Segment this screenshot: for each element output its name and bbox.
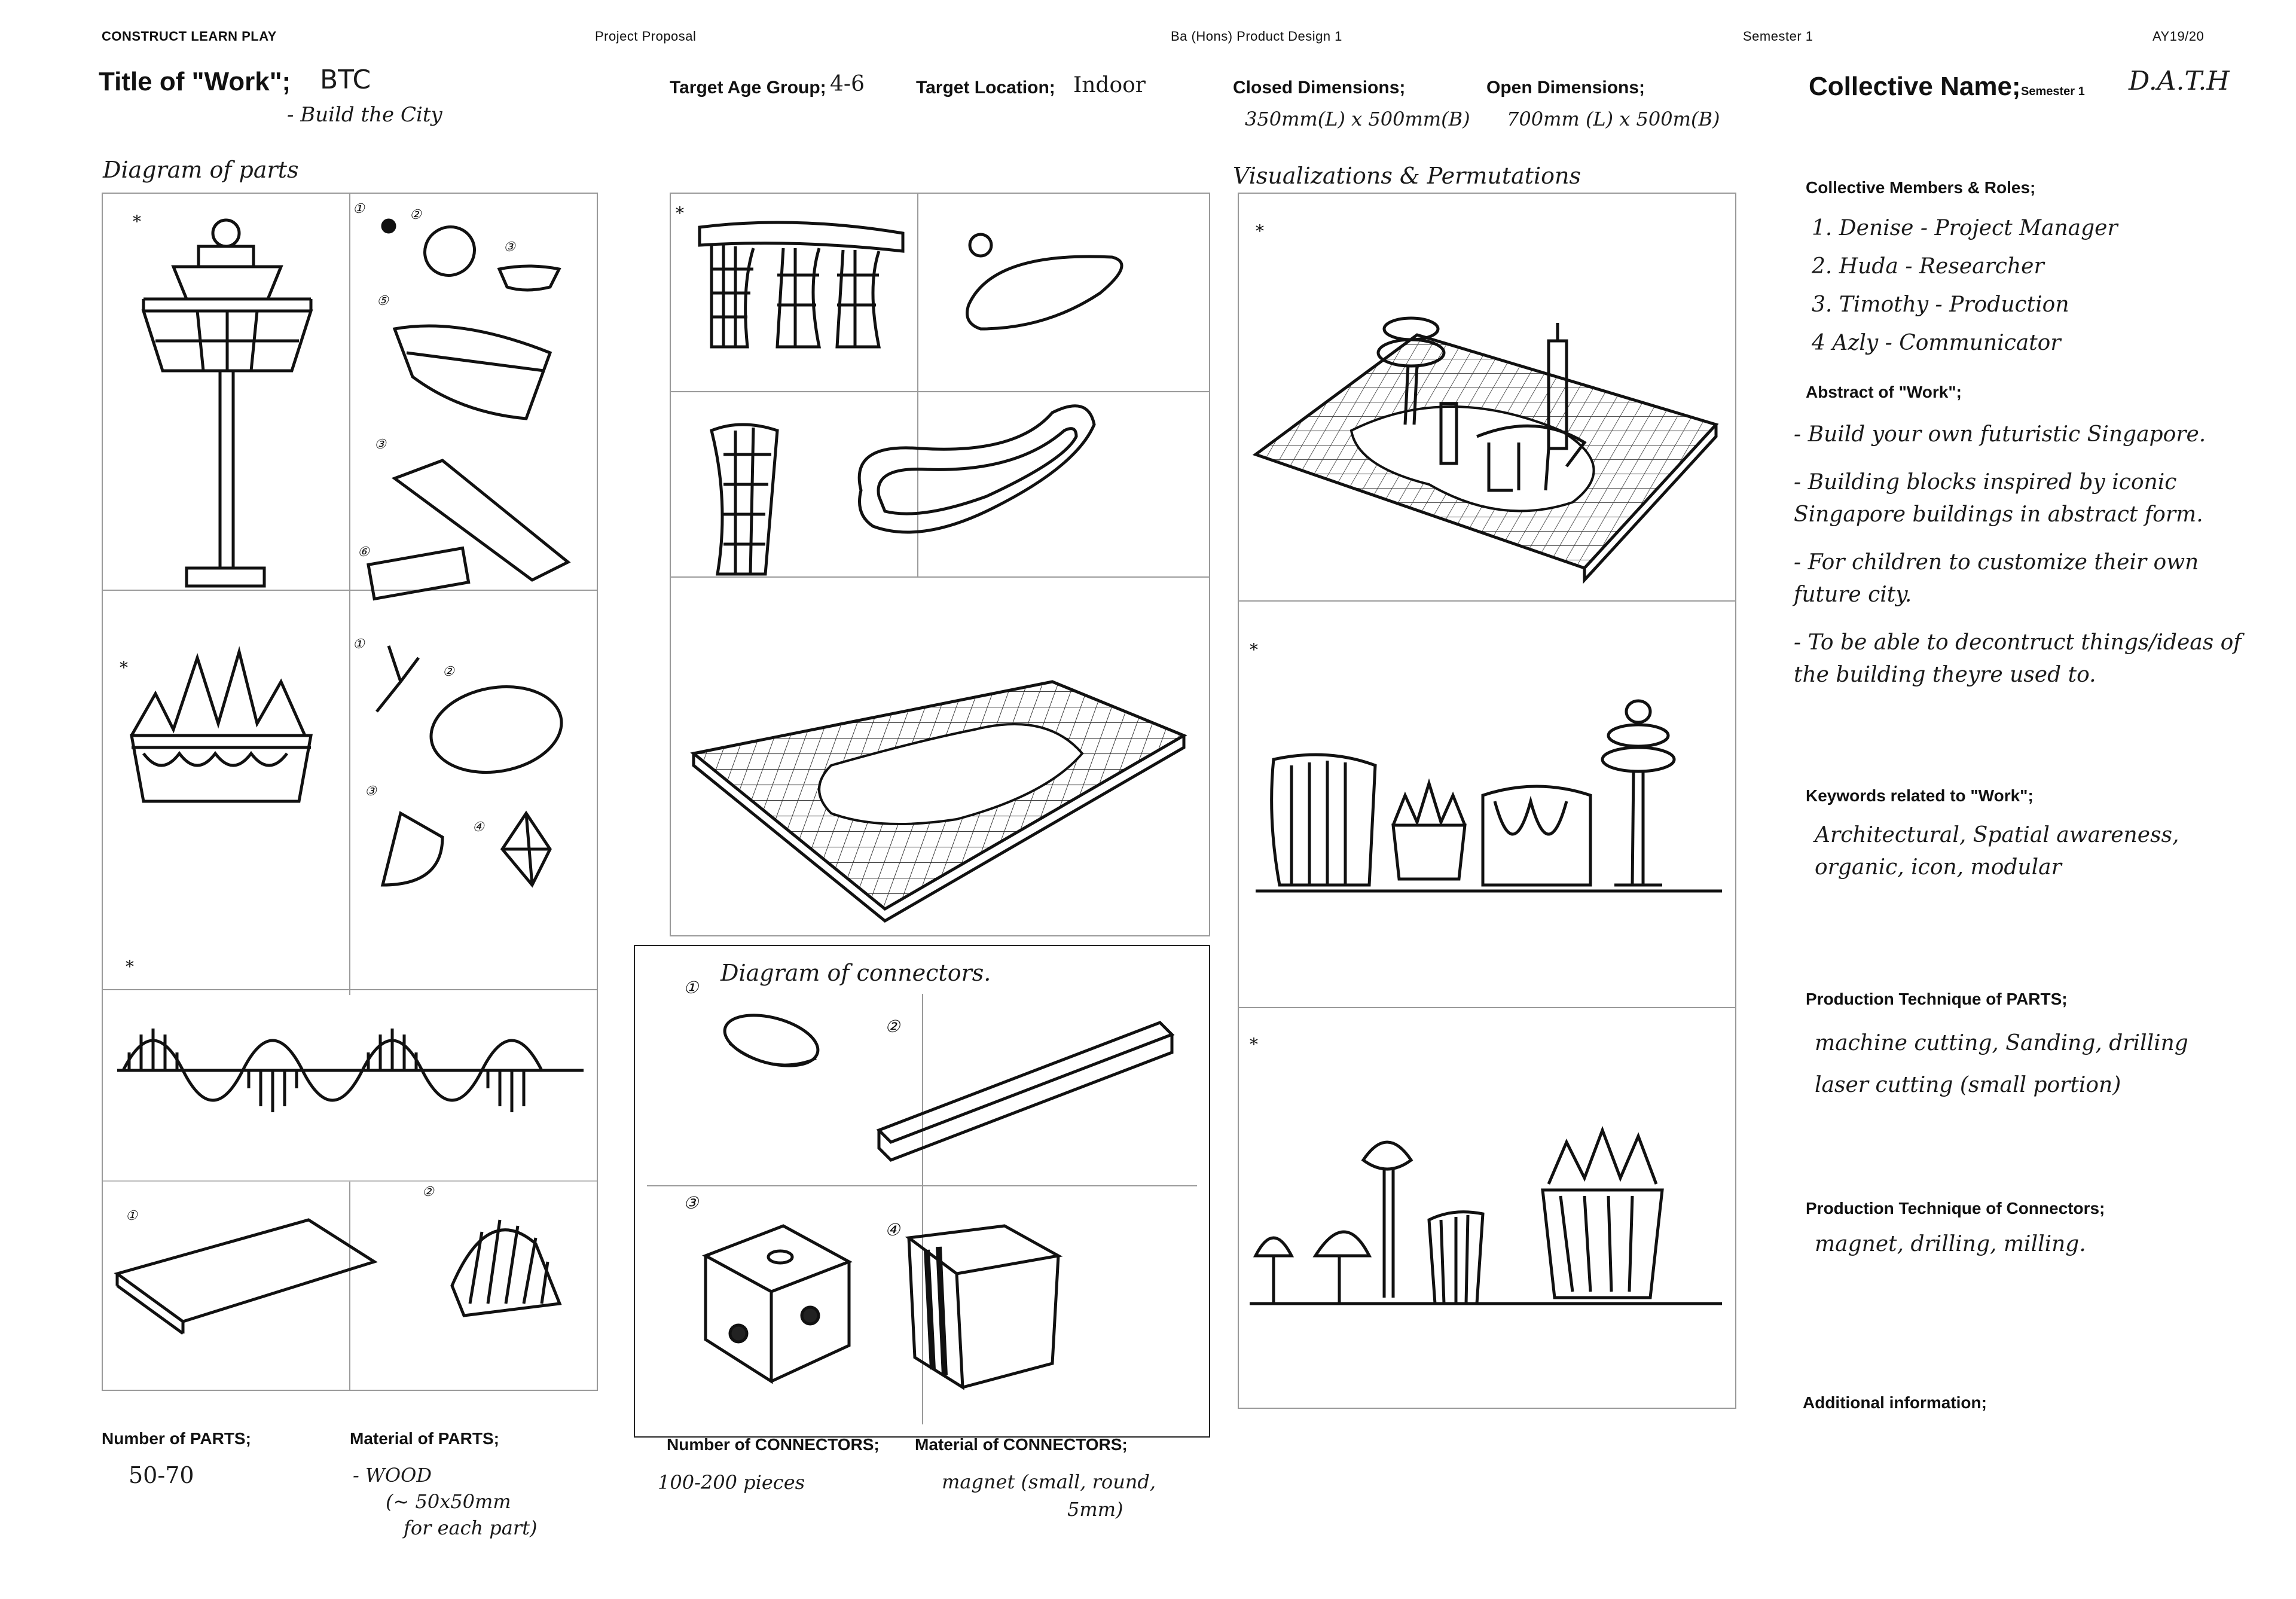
mat-conn-line: magnet (small, round, — [942, 1470, 1156, 1493]
title-subtitle: - Build the City — [287, 103, 442, 127]
mat-conn-label: Material of CONNECTORS; — [915, 1435, 1128, 1454]
title-value: BTC — [320, 65, 371, 95]
magnet-box-icon — [897, 1214, 1076, 1393]
svg-text:⑤: ⑤ — [377, 294, 389, 309]
magnet-disc-icon — [718, 1011, 825, 1082]
mat-parts-line: (~ 50x50mm — [386, 1490, 511, 1513]
header-semester: Semester 1 — [1743, 29, 1813, 44]
prod-parts-item: laser cutting (small portion) — [1815, 1073, 2121, 1097]
header-year: AY19/20 — [2152, 29, 2205, 44]
closed-dim-label: Closed Dimensions; — [1233, 78, 1406, 97]
members-list — [1812, 209, 2118, 362]
prod-conn-label: Production Technique of Connectors; — [1806, 1199, 2105, 1217]
num-parts-label: Number of PARTS; — [102, 1429, 251, 1448]
num-conn-value: 100-200 pieces — [658, 1471, 805, 1494]
lotus-museum-icon — [120, 634, 323, 813]
svg-text:①: ① — [353, 637, 365, 652]
title-label: Title of "Work"; — [99, 67, 291, 96]
tower-pillar-icon — [694, 407, 789, 586]
long-bar-icon — [873, 1011, 1184, 1166]
svg-text:⑥: ⑥ — [358, 545, 370, 560]
abstract-label: Abstract of "Work"; — [1806, 383, 1962, 401]
age-label: Target Age Group; — [670, 78, 826, 97]
ring-loop-icon — [837, 389, 1112, 544]
svg-text:④: ④ — [472, 820, 484, 835]
collective-label: Collective Name; — [1809, 72, 2021, 101]
abstract-item: - Building blocks inspired by iconic Singapore buildings in abstract form. — [1794, 470, 2203, 527]
svg-text:②: ② — [422, 1185, 434, 1200]
svg-text:②: ② — [442, 664, 454, 679]
mat-conn-list — [942, 1468, 1156, 1523]
mat-parts-line: for each part) — [404, 1516, 538, 1539]
mat-conn-line: 5mm) — [1067, 1498, 1123, 1521]
keywords-value: Architectural, Spatial awareness, organic, icon, modular — [1815, 823, 2179, 880]
header-course: Ba (Hons) Product Design 1 — [1171, 29, 1342, 44]
prod-parts-list — [1815, 1023, 2188, 1106]
header-course-series: CONSTRUCT LEARN PLAY — [102, 29, 277, 44]
mat-parts-label: Material of PARTS; — [350, 1429, 499, 1448]
num-parts-value: 50-70 — [129, 1462, 194, 1488]
member-item: 3. Timothy - Production — [1812, 292, 2069, 317]
abstract-list — [1794, 419, 2272, 707]
parts-section-title: Diagram of parts — [103, 157, 299, 183]
mat-parts-list — [353, 1462, 538, 1541]
member-item: 2. Huda - Researcher — [1812, 254, 2044, 279]
collective-value: D.A.T.H — [2129, 66, 2230, 96]
visual-section-title: Visualizations & Permutations — [1233, 163, 1581, 189]
member-item: 1. Denise - Project Manager — [1812, 216, 2118, 240]
control-tower-icon — [132, 209, 323, 616]
svg-text:①: ① — [353, 202, 365, 216]
mat-parts-line: - WOOD — [353, 1464, 432, 1487]
location-value: Indoor — [1073, 73, 1146, 97]
abstract-item: - Build your own futuristic Singapore. — [1794, 422, 2206, 447]
parts-organic-set-icon — [353, 634, 592, 909]
num-conn-label: Number of CONNECTORS; — [667, 1435, 880, 1454]
svg-text:①: ① — [126, 1209, 138, 1223]
closed-dim-value: 350mm(L) x 500mm(B) — [1245, 108, 1470, 130]
marina-bay-sands-icon — [688, 215, 915, 371]
perm-city-3-icon — [1250, 1088, 1722, 1316]
svg-text:③: ③ — [503, 240, 515, 255]
collective-sub: Semester 1 — [2021, 85, 2085, 98]
age-value: 4-6 — [830, 72, 865, 96]
member-item: 4 Azly - Communicator — [1812, 331, 2061, 355]
abstract-item: - For children to customize their own future city. — [1794, 550, 2199, 607]
skypark-icon — [957, 227, 1136, 347]
location-label: Target Location; — [916, 78, 1055, 97]
parts-small-set-icon — [353, 197, 592, 616]
slab-and-dome-icon — [117, 1185, 584, 1351]
perm-city-2-icon — [1256, 688, 1722, 903]
abstract-item: - To be able to decontruct things/ideas of the building theyre used to. — [1794, 630, 2242, 687]
perm-city-1-icon — [1250, 287, 1728, 586]
members-label: Collective Members & Roles; — [1806, 178, 2036, 197]
open-dim-value: 700mm (L) x 500m(B) — [1507, 108, 1720, 130]
header-proposal: Project Proposal — [595, 29, 697, 44]
svg-text:②: ② — [410, 207, 422, 222]
prod-conn-value: magnet, drilling, milling. — [1815, 1232, 2086, 1256]
prod-parts-label: Production Technique of PARTS; — [1806, 990, 2068, 1008]
prod-parts-item: machine cutting, Sanding, drilling — [1815, 1031, 2188, 1055]
svg-text:③: ③ — [374, 437, 386, 452]
additional-label: Additional information; — [1803, 1393, 1987, 1412]
city-base-grid-icon — [688, 676, 1196, 927]
svg-text:③: ③ — [365, 784, 377, 799]
open-dim-label: Open Dimensions; — [1486, 78, 1645, 97]
keywords-label: Keywords related to "Work"; — [1806, 786, 2034, 805]
cube-connector-icon — [694, 1220, 873, 1387]
helix-bridge-icon — [117, 1017, 584, 1124]
connectors-section-title: Diagram of connectors. — [720, 960, 991, 986]
